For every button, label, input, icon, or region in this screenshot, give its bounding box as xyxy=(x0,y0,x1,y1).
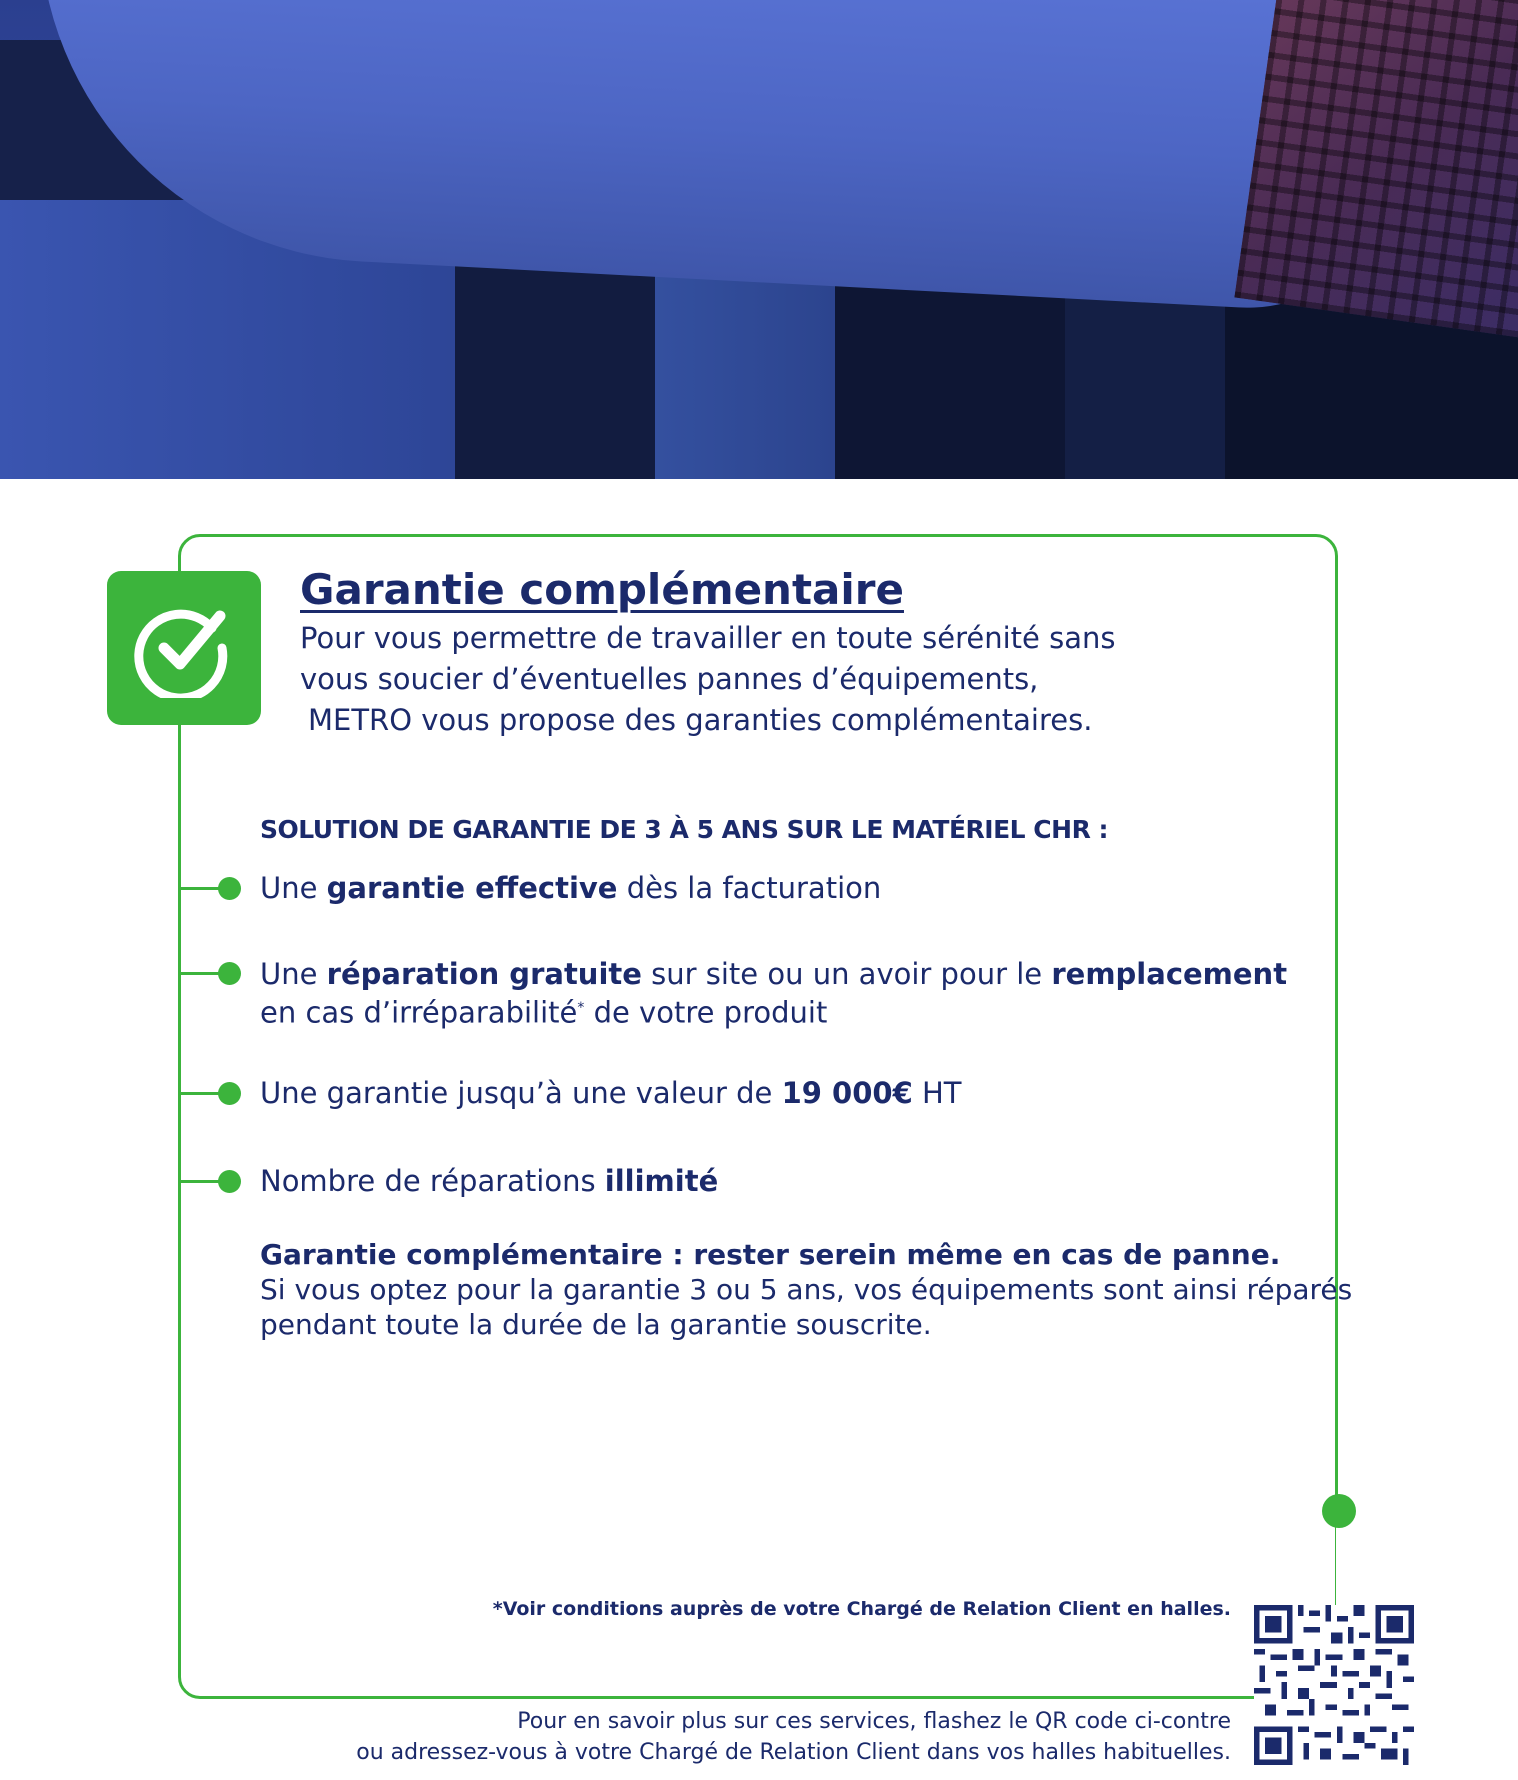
section-title: SOLUTION DE GARANTIE DE 3 À 5 ANS SUR LE MATÉRIEL CHR : xyxy=(260,815,1109,844)
bullet-item: Une réparation gratuite sur site ou un avoir pour le remplacement en cas d’irréparabilité* de votre produit xyxy=(260,957,1288,1030)
bullet-item: Une garantie jusqu’à une valeur de 19 000€ HT xyxy=(260,1076,962,1110)
bullet-dot xyxy=(218,877,241,900)
intro-line: Pour vous permettre de travailler en toute sérénité sans xyxy=(300,621,1116,655)
hero-photo xyxy=(0,0,1518,479)
cta-line: ou adressez-vous à votre Chargé de Relation Client dans vos halles habituelles. xyxy=(356,1740,1231,1765)
intro-text xyxy=(300,618,1115,741)
page-title: Garantie complémentaire xyxy=(300,565,904,614)
bullet-dot xyxy=(218,1170,241,1193)
bullet-item: Une garantie effective dès la facturation xyxy=(260,871,882,905)
closing-line: pendant toute la durée de la garantie souscrite. xyxy=(260,1308,932,1341)
intro-line: METRO vous propose des garanties complémentaires. xyxy=(308,703,1093,737)
intro-line: vous soucier d’éventuelles pannes d’équipements, xyxy=(300,662,1039,696)
checkmark-circle-icon xyxy=(134,598,234,698)
sleeve-illustration xyxy=(1234,0,1518,339)
bullet-dot xyxy=(218,1082,241,1105)
footnote: *Voir conditions auprès de votre Chargé de Relation Client en halles. xyxy=(492,1598,1231,1620)
timeline-end-dot xyxy=(1322,1494,1356,1528)
closing-line: Si vous optez pour la garantie 3 ou 5 ans, vos équipements sont ainsi réparés xyxy=(260,1273,1353,1306)
checkmark-badge xyxy=(107,571,261,725)
bullet-item: Nombre de réparations illimité xyxy=(260,1164,719,1198)
qr-code-icon[interactable] xyxy=(1254,1605,1414,1765)
closing-title: Garantie complémentaire : rester serein même en cas de panne. xyxy=(260,1238,1281,1271)
cta-text xyxy=(356,1706,1231,1768)
cta-line: Pour en savoir plus sur ces services, flashez le QR code ci-contre xyxy=(517,1709,1231,1734)
bullet-dot xyxy=(218,962,241,985)
closing-text xyxy=(260,1237,1352,1342)
